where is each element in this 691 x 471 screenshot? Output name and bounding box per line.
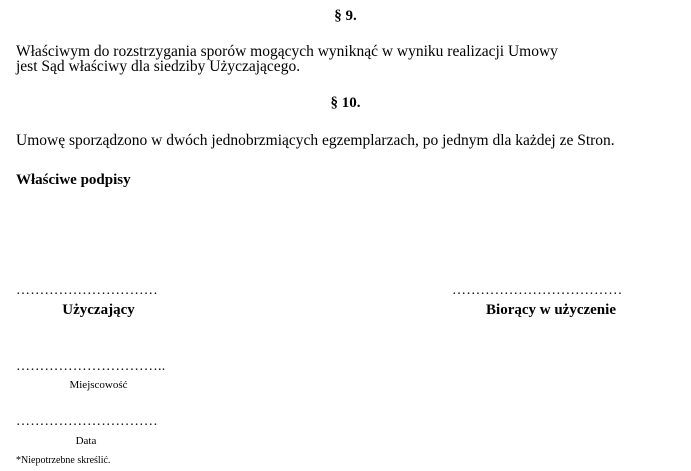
- section-9-text-line-2: jest Sąd właściwy dla siedziby Użyczającego.: [16, 58, 301, 75]
- signatures-title: Właściwe podpisy: [16, 172, 131, 188]
- section-10-text: Umowę sporządzono w dwóch jednobrzmiących egzemplarzach, po jednym dla każdej ze Stron.: [16, 132, 615, 149]
- section-9-text-line-1: Właściwym do rozstrzygania sporów mogących wyniknąć w wyniku realizacji Umowy: [16, 43, 558, 60]
- lender-signature-line: …………………………: [16, 283, 158, 298]
- lender-label: Użyczający: [62, 302, 135, 318]
- section-9-heading: § 9.: [334, 8, 357, 24]
- date-label: Data: [75, 435, 97, 447]
- footnote: *Niepotrzebne skreślić.: [16, 455, 111, 466]
- place-label: Miejscowość: [69, 379, 128, 391]
- date-line: …………………………: [16, 414, 158, 429]
- borrower-signature-line: ………………………………: [452, 283, 623, 298]
- section-10-heading: § 10.: [330, 95, 361, 111]
- place-line: …………………………..: [16, 359, 166, 374]
- borrower-label: Biorący w użyczenie: [486, 302, 616, 318]
